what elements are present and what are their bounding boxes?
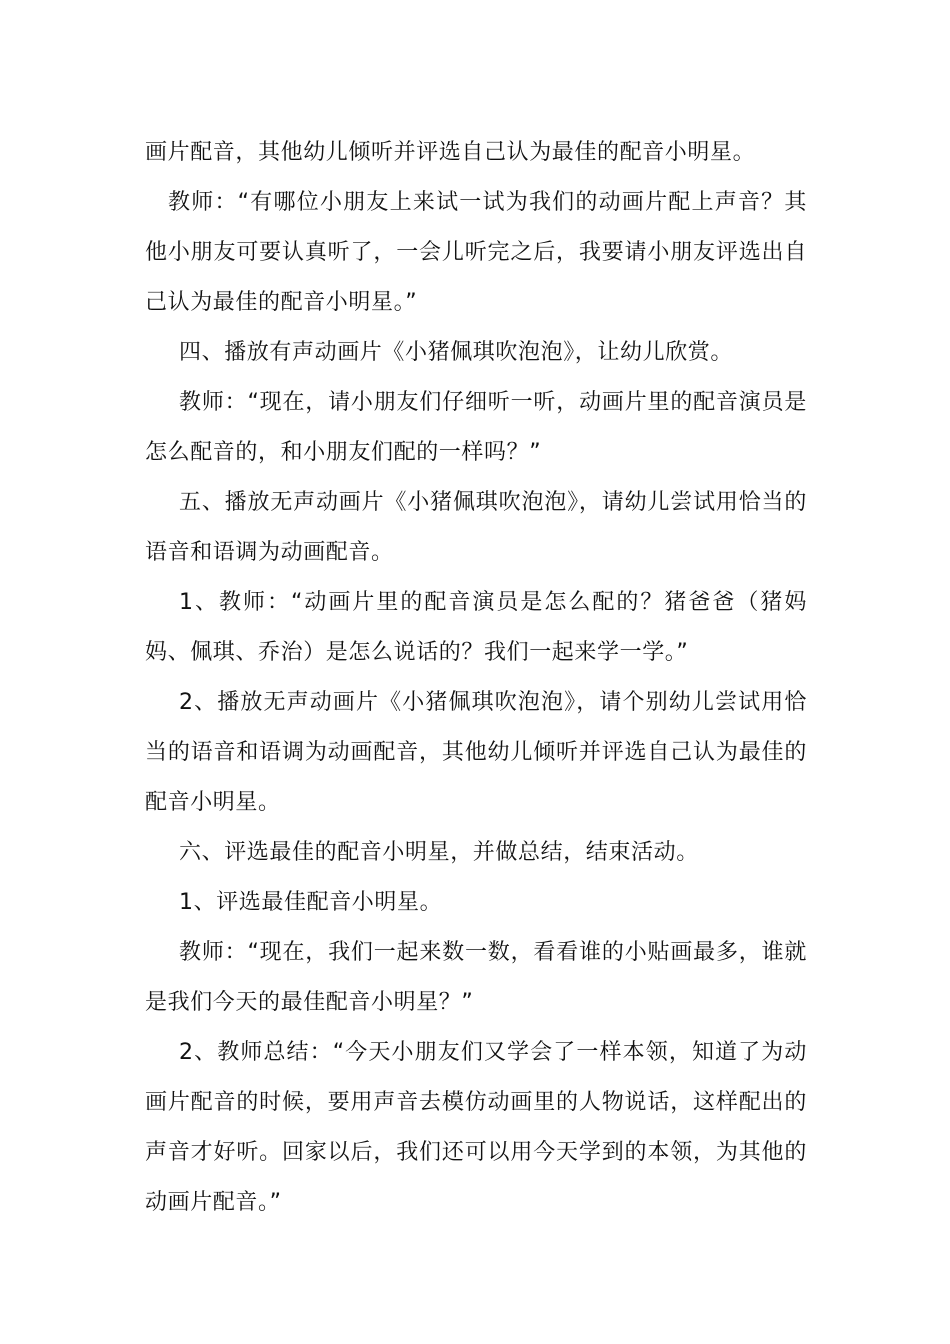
paragraph-teacher-prompt-2: 教师：“现在，请小朋友们仔细听一听，动画片里的配音演员是怎么配音的，和小朋友们配的一样吗？” — [145, 390, 807, 465]
document-body — [145, 128, 807, 1228]
paragraph-step-4: 四、播放有声动画片《小猪佩琪吹泡泡》，让幼儿欣赏。 — [179, 340, 734, 365]
paragraph-continuation: 画片配音，其他幼儿倾听并评选自己认为最佳的配音小明星。 — [145, 140, 756, 165]
paragraph-step-6-item-1: 1、评选最佳配音小明星。 — [179, 890, 443, 915]
paragraph-step-5-item-2: 2、播放无声动画片《小猪佩琪吹泡泡》，请个别幼儿尝试用恰当的语音和语调为动画配音，其他幼儿倾听并评选自己认为最佳的配音小明星。 — [145, 690, 807, 815]
paragraph-teacher-prompt-3: 教师：“现在，我们一起来数一数，看看谁的小贴画最多，谁就是我们今天的最佳配音小明星？” — [145, 940, 807, 1015]
paragraph-step-5: 五、播放无声动画片《小猪佩琪吹泡泡》，请幼儿尝试用恰当的语音和语调为动画配音。 — [145, 490, 807, 565]
paragraph-step-5-item-1: 1、教师：“动画片里的配音演员是怎么配的？猪爸爸（猪妈妈、佩琪、乔治）是怎么说话的？我们一起来学一学。” — [145, 590, 807, 665]
paragraph-teacher-prompt-1: 教师：“有哪位小朋友上来试一试为我们的动画片配上声音？其他小朋友可要认真听了，一会儿听完之后，我要请小朋友评选出自己认为最佳的配音小明星。” — [145, 190, 807, 315]
paragraph-step-6: 六、评选最佳的配音小明星，并做总结，结束活动。 — [179, 840, 699, 865]
paragraph-step-6-item-2: 2、教师总结：“今天小朋友们又学会了一样本领，知道了为动画片配音的时候，要用声音去模仿动画里的人物说话，这样配出的声音才好听。回家以后，我们还可以用今天学到的本领，为其他的动画片配音。” — [145, 1040, 807, 1215]
